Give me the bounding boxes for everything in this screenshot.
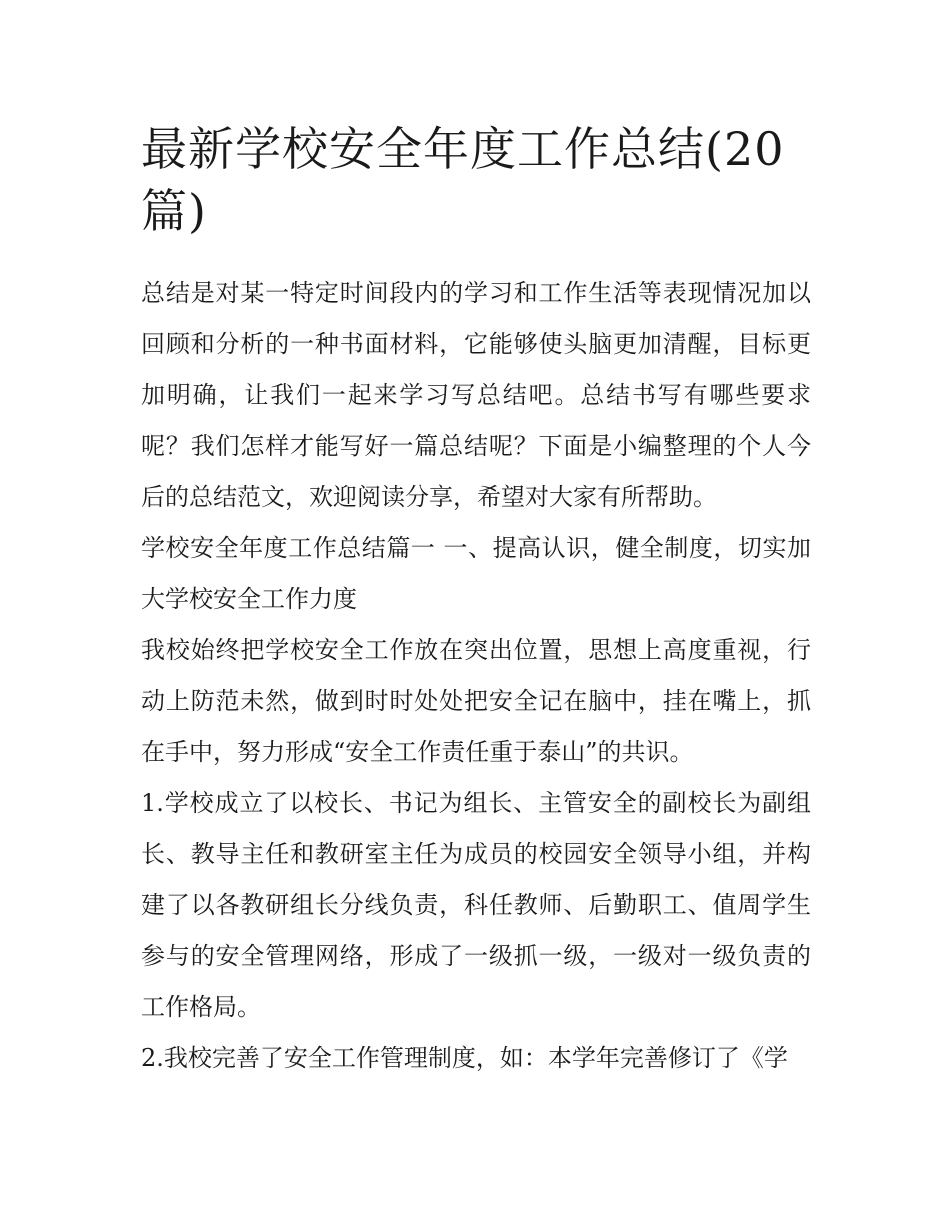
document-body [141,118,811,1084]
document-title: 最新学校安全年度工作总结(20篇) [141,122,785,238]
list-item-paragraph: 1.学校成立了以校长、书记为组长、主管安全的副校长为副组长、教导主任和教研室主任为成员的校园安全领导小组，并构建了以各教研组长分线负责，科任教师、后勤职工、值周学生参与的安全管理网络，形成了一级抓一级，一级对一级负责的工作格局。 [141,789,811,1021]
list-item-paragraph: 2.我校完善了安全工作管理制度，如：本学年完善修订了《学 [141,1044,788,1072]
section-heading-paragraph: 学校安全年度工作总结篇一 一、提高认识，健全制度，切实加大学校安全工作力度 [141,534,811,613]
body-paragraph: 我校始终把学校安全工作放在突出位置，思想上高度重视，行动上防范未然，做到时时处处把安全记在脑中，挂在嘴上，抓在手中，努力形成“安全工作责任重于泰山”的共识。 [141,636,811,766]
intro-paragraph: 总结是对某一特定时间段内的学习和工作生活等表现情况加以回顾和分析的一种书面材料，它能够使头脑更加清醒，目标更加明确，让我们一起来学习写总结吧。总结书写有哪些要求呢？我们怎样才能写好一篇总结呢？下面是小编整理的个人今后的总结范文，欢迎阅读分享，希望对大家有所帮助。 [141,279,811,511]
